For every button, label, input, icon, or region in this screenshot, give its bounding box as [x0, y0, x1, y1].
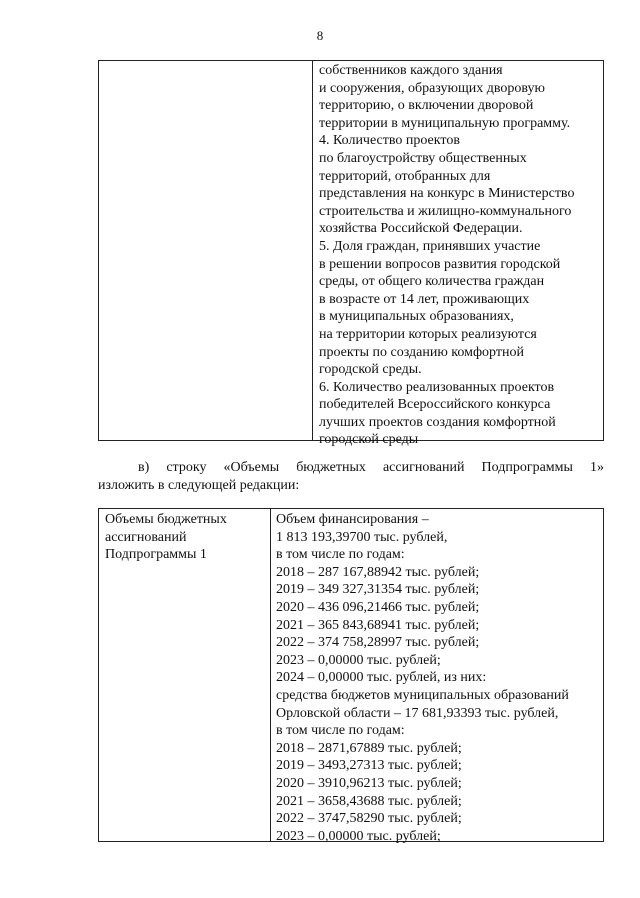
- text-line: 2022 – 374 758,28997 тыс. рублей;: [276, 635, 480, 651]
- text-line: победителей Всероссийского конкурса: [319, 397, 551, 413]
- text-line: 2024 – 0,00000 тыс. рублей, из них:: [276, 670, 487, 686]
- text-line: 2018 – 287 167,88942 тыс. рублей;: [276, 564, 480, 580]
- text-line: 2023 – 0,00000 тыс. рублей;: [276, 652, 441, 668]
- word: бюджетных: [296, 460, 366, 475]
- text-line: проекты по созданию комфортной: [319, 344, 524, 360]
- text-line: среды, от общего количества граждан: [319, 274, 545, 290]
- text-line: по благоустройству общественных: [319, 150, 527, 166]
- text-line: Орловской области – 17 681,93393 тыс. рублей,: [276, 705, 559, 721]
- text-line: 2020 – 3910,96213 тыс. рублей;: [276, 775, 462, 791]
- page-number: 8: [316, 28, 324, 43]
- column-divider: [312, 61, 313, 440]
- paragraph-line-1: [98, 459, 604, 477]
- text-line: территории в муниципальную программу.: [319, 115, 571, 131]
- word: Подпрограммы: [481, 460, 573, 475]
- text-line: в решении вопросов развития городской: [319, 256, 561, 272]
- paragraph-line-2: изложить в следующей редакции:: [98, 478, 300, 493]
- budget-value-cell: [276, 511, 602, 845]
- text-line: 2023 – 0,00000 тыс. рублей;: [276, 828, 441, 844]
- text-line: строительства и жилищно-коммунального: [319, 203, 572, 219]
- text-line: лучших проектов создания комфортной: [319, 414, 556, 430]
- word: строку: [166, 460, 207, 475]
- budget-label-cell: [105, 511, 265, 564]
- text-line: 2019 – 3493,27313 тыс. рублей;: [276, 758, 462, 774]
- word: «Объемы: [223, 460, 280, 475]
- indicators-cell: [319, 62, 605, 449]
- text-line: 2020 – 436 096,21466 тыс. рублей;: [276, 599, 480, 615]
- budget-table: [98, 508, 604, 842]
- text-line: ассигнований: [105, 529, 187, 545]
- column-divider: [270, 509, 271, 841]
- text-line: хозяйства Российской Федерации.: [319, 221, 523, 237]
- text-line: городской среды.: [319, 362, 422, 378]
- text-line: собственников каждого здания: [319, 63, 503, 78]
- text-line: 2021 – 3658,43688 тыс. рублей;: [276, 793, 462, 809]
- text-line: территорий, отобранных для: [319, 168, 491, 184]
- text-line: и сооружения, образующих дворовую: [319, 80, 545, 96]
- text-line: 2022 – 3747,58290 тыс. рублей;: [276, 811, 462, 827]
- text-line: 6. Количество реализованных проектов: [319, 379, 555, 395]
- text-line: Подпрограммы 1: [105, 547, 207, 563]
- text-line: 1 813 193,39700 тыс. рублей,: [276, 529, 448, 545]
- text-line: городской среды: [319, 432, 419, 448]
- indicators-table-continued: [98, 60, 604, 448]
- text-line: 4. Количество проектов: [319, 133, 460, 149]
- text-line: 2021 – 365 843,68941 тыс. рублей;: [276, 617, 480, 633]
- amendment-paragraph: [98, 459, 604, 495]
- text-line: представления на конкурс в Министерство: [319, 186, 575, 202]
- text-line: 5. Доля граждан, принявших участие: [319, 238, 541, 254]
- text-line: 2019 – 349 327,31354 тыс. рублей;: [276, 582, 480, 598]
- text-line: 2018 – 2871,67889 тыс. рублей;: [276, 740, 462, 756]
- text-line: Объемы бюджетных: [105, 512, 227, 527]
- text-line: в возрасте от 14 лет, проживающих: [319, 291, 530, 307]
- text-line: Объем финансирования –: [276, 512, 429, 527]
- text-line: на территории которых реализуются: [319, 326, 537, 342]
- word: 1»: [589, 460, 604, 475]
- text-line: средства бюджетов муниципальных образований: [276, 687, 569, 703]
- text-line: в том числе по годам:: [276, 723, 405, 739]
- text-line: территорию, о включении дворовой: [319, 98, 534, 114]
- word: ассигнований: [382, 460, 465, 475]
- word: в): [138, 460, 150, 475]
- text-line: в муниципальных образованиях,: [319, 309, 514, 325]
- text-line: в том числе по годам:: [276, 547, 405, 563]
